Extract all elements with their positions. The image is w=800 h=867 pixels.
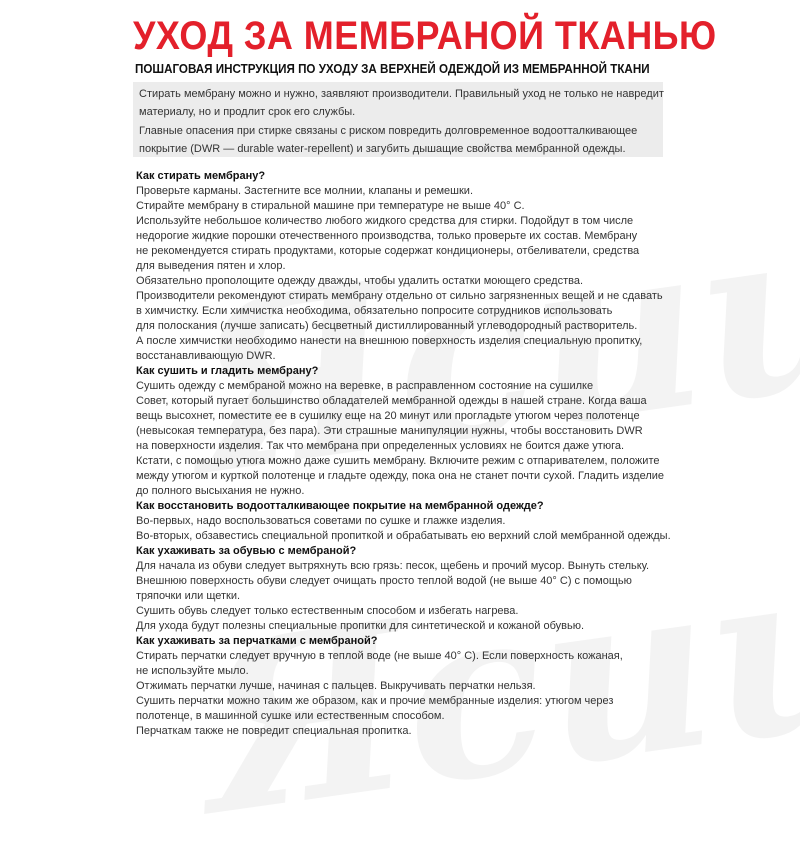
instruction-line: между утюгом и курткой полотенце и гладьте одежду, пока она не станет почти сухой. Гладить изделие (136, 470, 665, 482)
instruction-line: Перчаткам также не повредит специальная пропитка. (136, 725, 412, 737)
intro-line: материалу, но и продлит срок его службы. (139, 106, 356, 119)
instruction-line: недорогие жидкие порошки отечественного производства, только проверьте их состав. Мембрану (136, 230, 638, 242)
section-heading: Как восстановить водоотталкивающее покрытие на мембранной одежде? (136, 500, 544, 512)
instruction-line: не рекомендуется стирать продуктами, которые содержат кондиционеры, отбеливатели, средства (136, 245, 640, 257)
instruction-line: Стирать перчатки следует вручную в теплой воде (не выше 40° С). Если поверхность кожаная, (136, 650, 623, 662)
intro-box (133, 82, 663, 157)
instruction-line: на поверхности изделия. Так что мембрана при определенных условиях не боится даже утюга. (136, 440, 625, 452)
instruction-line: восстанавливающую DWR. (136, 350, 276, 362)
instruction-line: для полоскания (лучше записать) бесцветный дистиллированный углеводородный растворитель. (136, 320, 638, 332)
instruction-line: Внешнюю поверхность обуви следует очищать просто теплой водой (не выше 40° С) с помощью (136, 575, 632, 587)
section-heading: Как стирать мембрану? (136, 170, 266, 182)
instruction-line: Сушить обувь следует только естественным способом и избегать нагрева. (136, 605, 519, 617)
instruction-line: Обязательно прополощите одежду дважды, чтобы удалить остатки моющего средства. (136, 275, 584, 287)
instruction-line: в химчистку. Если химчистка необходима, обязательно попросите сотрудников использовать (136, 305, 613, 317)
instruction-line: полотенце, в машинной сушке или естественным способом. (136, 710, 445, 722)
intro-line: Стирать мембрану можно и нужно, заявляют производители. Правильный уход не только не навредит (139, 88, 664, 100)
instruction-line: Стирайте мембрану в стиральной машине при температуре не выше 40° С. (136, 200, 525, 212)
instruction-line: тряпочки или щетки. (136, 590, 241, 602)
section-heading: Как сушить и гладить мембрану? (136, 365, 319, 377)
intro-line: покрытие (DWR — durable water-repellent) и загубить дышащие свойства мембранной одежды. (139, 142, 626, 155)
instruction-line: Используйте небольшое количество любого жидкого средства для стирки. Подойдут в том числе (136, 215, 634, 227)
instruction-line: до полного высыхания не нужно. (136, 485, 305, 497)
page-subtitle: ПОШАГОВАЯ ИНСТРУКЦИЯ ПО УХОДУ ЗА ВЕРХНЕЙ ОДЕЖДОЙ ИЗ МЕМБРАННОЙ ТКАНИ (135, 62, 650, 76)
intro-line: Главные опасения при стирке связаны с риском повредить долговременное водоотталкивающее (139, 124, 638, 137)
instruction-line: Для ухода будут полезны специальные пропитки для синтетической и кожаной обувью. (136, 620, 585, 632)
instruction-line: Сушить перчатки можно таким же образом, как и прочие мембранные изделия: утюгом через (136, 695, 614, 707)
instruction-line: Во-вторых, обзавестись специальной пропиткой и обрабатывать ею верхний слой мембранной одежды. (136, 530, 671, 542)
instruction-line: Отжимать перчатки лучше, начиная с пальцев. Выкручивать перчатки нельзя. (136, 680, 536, 692)
instruction-line: (невысокая температура, без пара). Эти страшные манипуляции нужны, чтобы восстановить DWR (136, 425, 643, 437)
instruction-line: Сушить одежду с мембраной можно на веревке, в расправленном состояние на сушилке (136, 380, 594, 392)
instruction-line: Совет, который пугает большинство обладателей мембранной одежды в нашей стране. Когда ваша (136, 395, 647, 407)
instruction-line: Проверьте карманы. Застегните все молнии, клапаны и ремешки. (136, 185, 473, 197)
instruction-line: вещь высохнет, поместите ее в сушилку еще на 20 минут или прогладьте утюгом через полотенце (136, 410, 640, 422)
instruction-line: Для начала из обуви следует вытряхнуть всю грязь: песок, щебень и прочий мусор. Вынуть стельку. (136, 560, 650, 572)
instructions-body (136, 169, 676, 739)
section-heading: Как ухаживать за обувью с мембраной? (136, 545, 357, 557)
page-title: УХОД ЗА МЕМБРАНОЙ ТКАНЬЮ (133, 14, 717, 58)
instruction-line: для выведения пятен и хлор. (136, 260, 286, 272)
instruction-line: Производители рекомендуют стирать мембрану отдельно от сильно загрязненных вещей и не сдавать (136, 290, 663, 302)
instruction-line: Во-первых, надо воспользоваться советами по сушке и глажке изделия. (136, 515, 506, 527)
instruction-line: Кстати, с помощью утюга можно даже сушить мембрану. Включите режим с отпаривателем, положите (136, 455, 660, 467)
instruction-line: не используйте мыло. (136, 665, 249, 677)
instruction-line: А после химчистки необходимо нанести на внешнюю поверхность изделия специальную пропитку, (136, 335, 643, 347)
section-heading: Как ухаживать за перчатками с мембраной? (136, 635, 378, 647)
